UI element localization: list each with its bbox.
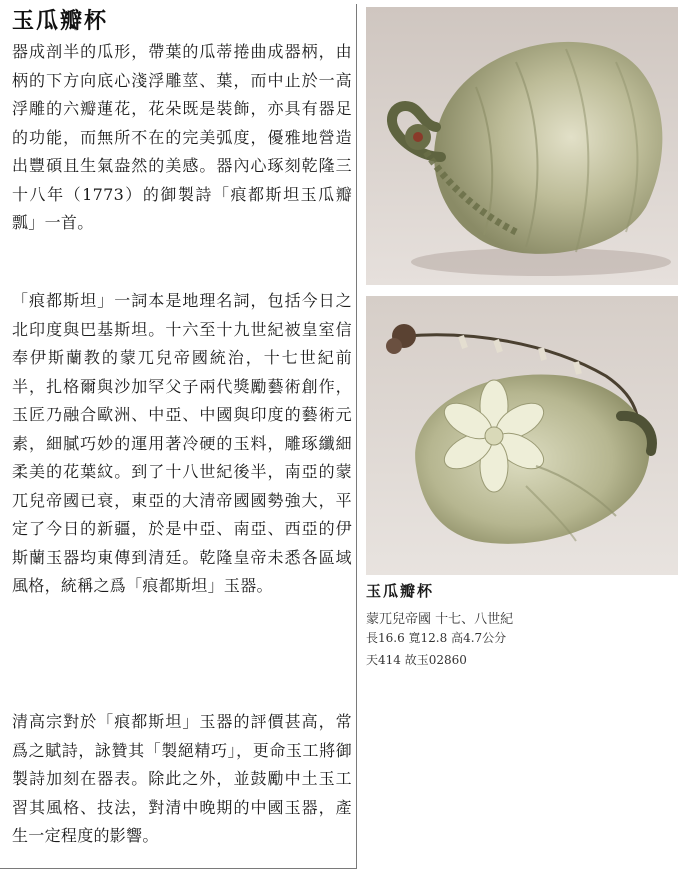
column-divider	[356, 4, 357, 868]
article-paragraph-1: 器成剖半的瓜形，帶葉的瓜蒂捲曲成器柄，由柄的下方向底心淺浮雕莖、葉，而中止於一高浮雕的六瓣蓮花，花朵既是裝飾，亦具有器足的功能，而無所不在的完美弧度，優雅地營造出豐碩且生氣盎然的美感。器內心琢刻乾隆三十八年（1773）的御製詩「痕都斯坦玉瓜瓣瓢」一首。	[12, 42, 352, 232]
caption-dimensions: 長16.6 寬12.8 高4.7公分	[366, 631, 507, 645]
article-title: 玉瓜瓣杯	[12, 8, 109, 34]
article-paragraph-2: 「痕都斯坦」一詞本是地理名詞，包括今日之北印度與巴基斯坦。十六至十九世紀被皇室信奉伊斯蘭教的蒙兀兒帝國統治，十七世紀前半，扎格爾與沙加罕父子兩代獎勵藝術創作，玉匠乃融合歐洲、中亞、中國與印度的藝術元素，細膩巧妙的運用著冷硬的玉料，雕琢纖細柔美的花葉紋。到了十八世紀後半，南亞的蒙兀兒帝國已衰，東亞的大清帝國國勢強大，平定了今日的新疆，於是中亞、南亞、西亞的伊斯蘭玉器均東傳到清廷。乾隆皇帝未悉各區域風格，統稱之爲「痕都斯坦」玉器。	[12, 291, 352, 595]
caption-title: 玉瓜瓣杯	[366, 582, 435, 600]
caption-origin: 蒙兀兒帝國 十七、八世紀	[366, 612, 514, 627]
jade-cup-photo-side	[366, 7, 678, 285]
jade-cup-photo-bottom	[366, 296, 678, 575]
bottom-divider	[0, 868, 357, 869]
caption-catalog-number: 天414 故玉02860	[366, 653, 467, 667]
article-paragraph-3: 清高宗對於「痕都斯坦」玉器的評價甚高，常爲之賦詩，詠贊其「製絕精巧」，更命玉工將御製詩加刻在器表。除此之外，並鼓勵中土玉工習其風格、技法，對清中晚期的中國玉器，產生一定程度的影響。	[12, 712, 352, 845]
